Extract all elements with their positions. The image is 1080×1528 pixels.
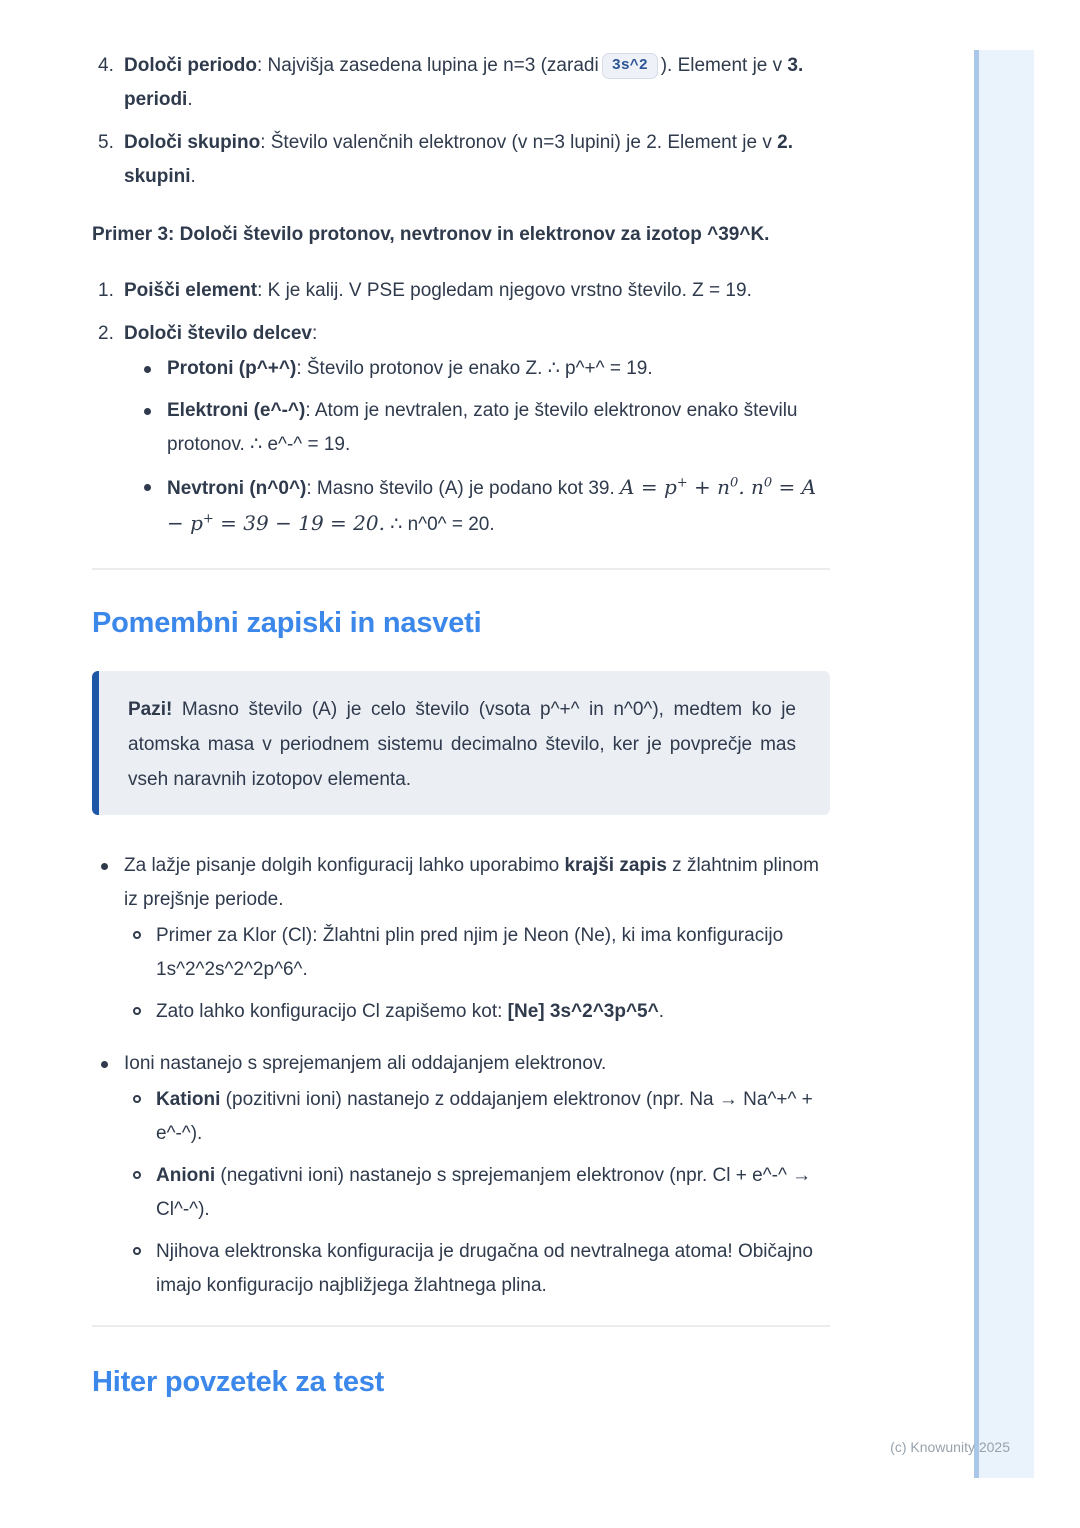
numbered-list-period-group [92, 49, 830, 194]
warning-callout [92, 671, 830, 815]
scrollbar-thumb[interactable] [974, 50, 979, 1478]
list-item-text: Določi skupino: Število valenčnih elektronov (v n=3 lupini) je 2. Element je v 2. skupini. [124, 132, 794, 187]
circle-bullet-icon [133, 1171, 141, 1179]
ordered-marker: 1. [98, 280, 114, 301]
sub-bullet-ne-notation [133, 995, 830, 1029]
document-content [92, 49, 830, 1399]
ordered-marker: 4. [98, 55, 114, 76]
list-item-text: Poišči element: K je kalij. V PSE pogledam njegovo vrstno število. Z = 19. [124, 280, 752, 301]
bullet-item-ions [92, 1047, 830, 1303]
particle-bullet-list [135, 352, 830, 542]
list-item-determine-group [92, 126, 830, 194]
sub-bullet-text: Zato lahko konfiguracijo Cl zapišemo kot: [Ne] 3s^2^3p^5^. [156, 1001, 664, 1022]
section-heading-notes: Pomembni zapiski in nasveti [92, 607, 482, 639]
bullet-text: Elektroni (e^-^): Atom je nevtralen, zato je število elektronov enako številu protonov. ∴ e^-^ = 19. [167, 400, 798, 455]
bullet-icon [144, 484, 151, 491]
bullet-item-neutrons [135, 470, 830, 542]
circle-bullet-icon [133, 1007, 141, 1015]
bullet-item-electrons [135, 394, 830, 462]
primer3-paragraph: Primer 3: Določi število protonov, nevtronov in elektronov za izotop ^39^K. [92, 224, 770, 245]
section-divider [92, 1325, 830, 1327]
bullet-text: Protoni (p^+^): Število protonov je enako Z. ∴ p^+^ = 19. [167, 358, 653, 379]
list-item-text: Določi periodo: Najvišja zasedena lupina je n=3 (zaradi 3s^2 ). Element je v 3. periodi. [124, 55, 804, 110]
bullet-text: Za lažje pisanje dolgih konfiguracij lahko uporabimo krajši zapis z žlahtnim plinom iz prejšnje periode. [124, 855, 819, 910]
scrollbar-track[interactable] [974, 50, 1034, 1478]
bullet-icon [101, 863, 108, 870]
list-item-particle-count [92, 317, 830, 542]
circle-bullet-icon [133, 1247, 141, 1255]
sub-bullet-text: Anioni (negativni ioni) nastanejo s sprejemanjem elektronov (npr. Cl + e^-^ → Cl^-^). [156, 1165, 812, 1220]
numbered-list-primer3-steps [92, 274, 830, 542]
section-divider [92, 568, 830, 570]
section-heading-summary: Hiter povzetek za test [92, 1366, 385, 1398]
bullet-text: Ioni nastanejo s sprejemanjem ali oddajanjem elektronov. [124, 1053, 607, 1074]
bullet-icon [101, 1061, 108, 1068]
ordered-marker: 2. [98, 323, 114, 344]
ordered-marker: 5. [98, 132, 114, 153]
sub-bullet-list [133, 1083, 830, 1303]
bullet-item-short-notation [92, 849, 830, 1029]
circle-bullet-icon [133, 931, 141, 939]
bullet-text: Nevtroni (n^0^): Masno število (A) je podano kot 39. $A = p^+ + n^0$. $n^0 = A - p^+ = 39 - 19 = 20$. ∴ n^0^ = 20. [167, 475, 817, 535]
sub-bullet-anions [133, 1159, 830, 1227]
sub-bullet-text: Primer za Klor (Cl): Žlahtni plin pred njim je Neon (Ne), ki ima konfiguracijo 1s^2^2s^2^2p^6^. [156, 925, 784, 980]
list-item-lead: Določi število delcev: [124, 323, 318, 344]
list-item-determine-period [92, 49, 830, 117]
copyright-text: (c) Knowunity 2025 [890, 1439, 1010, 1455]
bullet-item-protons [135, 352, 830, 386]
sub-bullet-text: Njihova elektronska konfiguracija je drugačna od nevtralnega atoma! Običajno imajo konfiguracijo najbližjega žlahtnega plina. [156, 1241, 813, 1296]
sub-bullet-cations [133, 1083, 830, 1151]
bullet-icon [144, 408, 151, 415]
circle-bullet-icon [133, 1095, 141, 1103]
list-item-text [124, 317, 830, 542]
sub-bullet-text: Kationi (pozitivni ioni) nastanejo z oddajanjem elektronov (npr. Na → Na^+^ + e^-^). [156, 1089, 813, 1144]
notes-bullet-list [92, 849, 830, 1303]
list-item-find-element [92, 274, 830, 308]
bullet-icon [144, 366, 151, 373]
sub-bullet-chlorine-example [133, 919, 830, 987]
sub-bullet-ion-configuration [133, 1235, 830, 1303]
callout-text: Pazi! Masno število (A) je celo število (vsota p^+^ in n^0^), medtem ko je atomska masa v periodnem sistemu decimalno število, ker je povprečje mas vseh naravnih izotopov elementa. [128, 699, 796, 790]
sub-bullet-list [133, 919, 830, 1029]
